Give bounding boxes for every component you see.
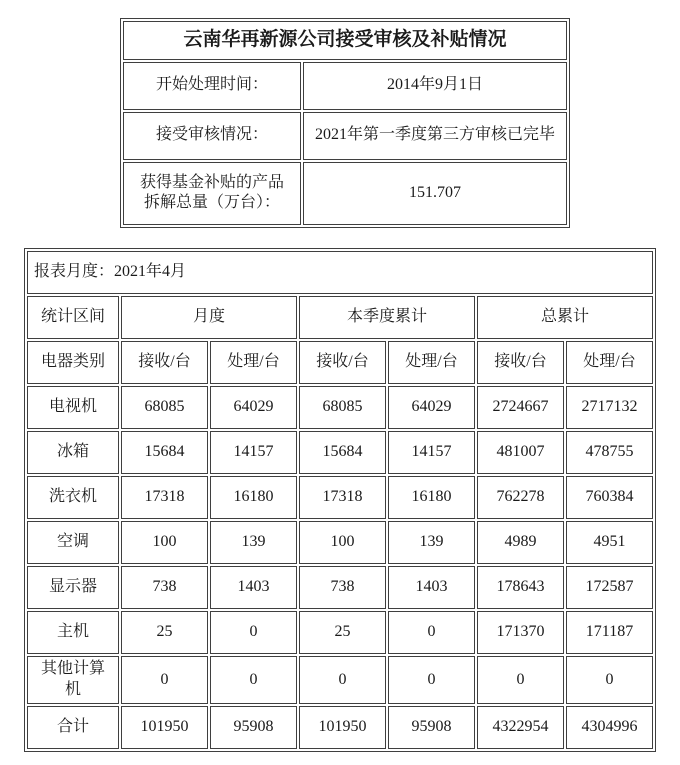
- stat-interval-header: 统计区间: [27, 296, 119, 339]
- report-group-header-row: [27, 296, 653, 339]
- processed-quarter-cell: 139: [388, 521, 475, 564]
- summary-row: [123, 62, 567, 110]
- received-total-cell: 2724667: [477, 386, 564, 429]
- received-month-cell: 68085: [121, 386, 208, 429]
- category-cell: 显示器: [27, 566, 119, 609]
- report-data-row: [27, 656, 653, 704]
- processed-total-cell: 4951: [566, 521, 653, 564]
- processed-total-cell: 0: [566, 656, 653, 704]
- processed-total-cell: 171187: [566, 611, 653, 654]
- sub-header-received-total: 接收/台: [477, 341, 564, 384]
- report-data-row: [27, 566, 653, 609]
- summary-row: [123, 162, 567, 226]
- processed-month-cell: 95908: [210, 706, 297, 749]
- received-quarter-cell: 101950: [299, 706, 386, 749]
- category-cell: 主机: [27, 611, 119, 654]
- received-month-cell: 101950: [121, 706, 208, 749]
- processed-quarter-cell: 64029: [388, 386, 475, 429]
- processed-total-cell: 2717132: [566, 386, 653, 429]
- summary-table-title: 云南华再新源公司接受审核及补贴情况: [123, 21, 567, 60]
- processed-month-cell: 16180: [210, 476, 297, 519]
- processed-quarter-cell: 16180: [388, 476, 475, 519]
- summary-row-label: 接受审核情况：: [123, 112, 301, 160]
- category-column-header: 电器类别: [27, 341, 119, 384]
- report-data-row: [27, 521, 653, 564]
- summary-row-value: 2014年9月1日: [303, 62, 567, 110]
- received-month-cell: 100: [121, 521, 208, 564]
- category-cell: 洗衣机: [27, 476, 119, 519]
- processed-month-cell: 139: [210, 521, 297, 564]
- received-total-cell: 4989: [477, 521, 564, 564]
- received-total-cell: 4322954: [477, 706, 564, 749]
- report-data-row: [27, 386, 653, 429]
- processed-month-cell: 1403: [210, 566, 297, 609]
- received-total-cell: 481007: [477, 431, 564, 474]
- report-data-row: [27, 611, 653, 654]
- sub-header-processed-quarter: 处理/台: [388, 341, 475, 384]
- received-month-cell: 15684: [121, 431, 208, 474]
- category-cell: 空调: [27, 521, 119, 564]
- processed-total-cell: 760384: [566, 476, 653, 519]
- processed-month-cell: 0: [210, 656, 297, 704]
- received-month-cell: 0: [121, 656, 208, 704]
- processed-quarter-cell: 95908: [388, 706, 475, 749]
- group-header-month: 月度: [121, 296, 297, 339]
- group-header-total: 总累计: [477, 296, 653, 339]
- summary-row-value: 151.707: [303, 162, 567, 226]
- received-total-cell: 171370: [477, 611, 564, 654]
- report-data-row: [27, 476, 653, 519]
- processed-quarter-cell: 0: [388, 611, 475, 654]
- received-quarter-cell: 0: [299, 656, 386, 704]
- sub-header-processed-total: 处理/台: [566, 341, 653, 384]
- received-month-cell: 738: [121, 566, 208, 609]
- processed-quarter-cell: 0: [388, 656, 475, 704]
- received-quarter-cell: 15684: [299, 431, 386, 474]
- received-month-cell: 17318: [121, 476, 208, 519]
- report-table-body: [27, 386, 653, 749]
- received-total-cell: 762278: [477, 476, 564, 519]
- report-column-header-row: [27, 341, 653, 384]
- received-quarter-cell: 25: [299, 611, 386, 654]
- summary-table-header: [123, 21, 567, 60]
- received-quarter-cell: 100: [299, 521, 386, 564]
- processed-month-cell: 14157: [210, 431, 297, 474]
- summary-row-label: 开始处理时间：: [123, 62, 301, 110]
- report-table: [24, 248, 656, 752]
- sub-header-received-month: 接收/台: [121, 341, 208, 384]
- received-quarter-cell: 68085: [299, 386, 386, 429]
- report-period: 报表月度：2021年4月: [27, 251, 653, 294]
- sub-header-processed-month: 处理/台: [210, 341, 297, 384]
- received-month-cell: 25: [121, 611, 208, 654]
- summary-table: [120, 18, 570, 228]
- processed-month-cell: 0: [210, 611, 297, 654]
- report-data-row: [27, 706, 653, 749]
- processed-total-cell: 172587: [566, 566, 653, 609]
- processed-quarter-cell: 14157: [388, 431, 475, 474]
- category-cell: 电视机: [27, 386, 119, 429]
- summary-title-row: [123, 21, 567, 60]
- category-cell: 合计: [27, 706, 119, 749]
- processed-total-cell: 4304996: [566, 706, 653, 749]
- received-total-cell: 178643: [477, 566, 564, 609]
- category-cell: 冰箱: [27, 431, 119, 474]
- received-quarter-cell: 17318: [299, 476, 386, 519]
- processed-quarter-cell: 1403: [388, 566, 475, 609]
- category-cell: 其他计算机: [27, 656, 119, 704]
- report-data-row: [27, 431, 653, 474]
- summary-row: [123, 112, 567, 160]
- group-header-quarter: 本季度累计: [299, 296, 475, 339]
- summary-row-value: 2021年第一季度第三方审核已完毕: [303, 112, 567, 160]
- received-total-cell: 0: [477, 656, 564, 704]
- summary-row-label: 获得基金补贴的产品拆解总量（万台）：: [123, 162, 301, 226]
- processed-month-cell: 64029: [210, 386, 297, 429]
- received-quarter-cell: 738: [299, 566, 386, 609]
- processed-total-cell: 478755: [566, 431, 653, 474]
- report-table-header: [27, 251, 653, 384]
- summary-table-body: [123, 62, 567, 226]
- report-period-row: [27, 251, 653, 294]
- sub-header-received-quarter: 接收/台: [299, 341, 386, 384]
